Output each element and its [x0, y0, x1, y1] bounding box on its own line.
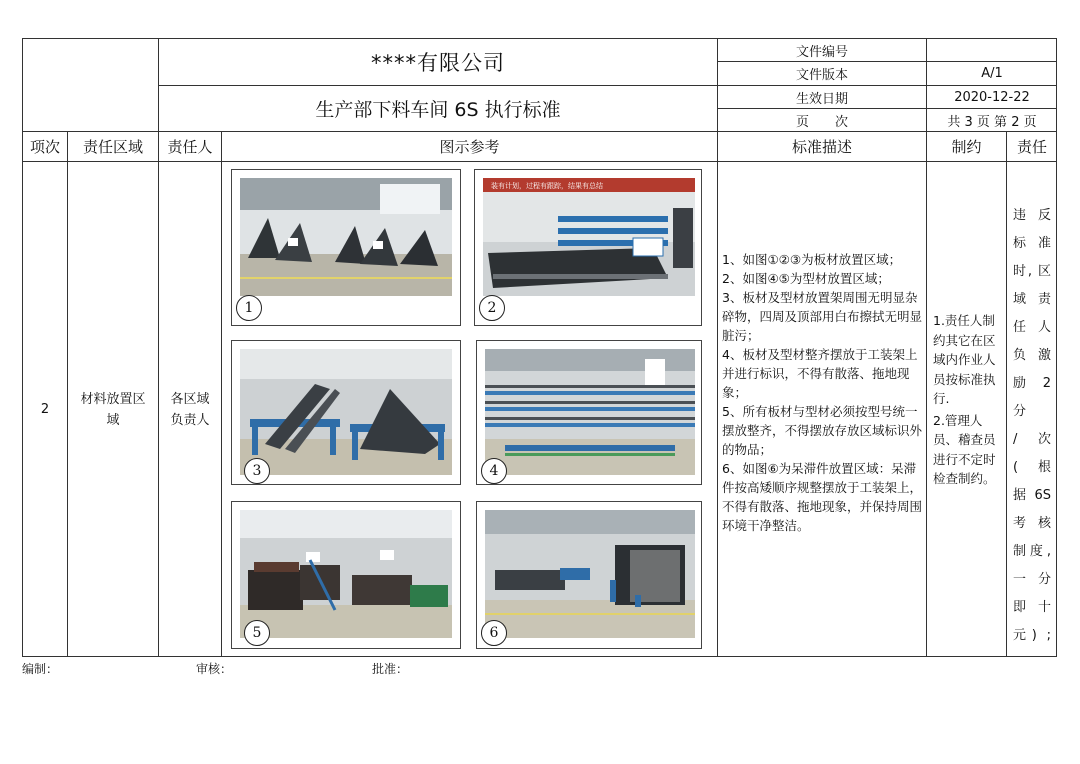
- description-item-3: 3、板材及型材放置架周围无明显杂碎物，四周及顶部用白布擦拭无明显脏污；: [722, 290, 923, 343]
- photo-label-1: 1: [236, 295, 262, 321]
- penalty-line: 域 责: [1013, 292, 1051, 307]
- photo-banner-text: 装有计划，过程有跟踪，结果有总结: [491, 182, 603, 190]
- description-item-6: 6、如图⑥为呆滞件放置区域：呆滞件按高矮顺序规整摆放于工装架上，不得有散落、拖地现象，并保持周围环境干净整洁。: [722, 461, 923, 533]
- plate-rack-photo-1: [240, 178, 452, 296]
- penalty-line: 据 6S: [1013, 488, 1051, 503]
- idle-parts-photo-6: [485, 510, 695, 638]
- meta-value-version: A/1: [927, 62, 1057, 86]
- col-header-area: 责任区域: [68, 132, 159, 162]
- company-name: ****有限公司: [159, 39, 718, 86]
- description-item-4: 4、板材及型材整齐摆放于工装架上并进行标识，不得有散落、拖地现象；: [722, 347, 918, 400]
- penalty-line: 标 准: [1013, 236, 1051, 251]
- profile-rack-photo-3: [240, 349, 452, 475]
- photo-label-3: 3: [244, 458, 270, 484]
- row-area: [68, 162, 159, 657]
- standard-sheet: [22, 38, 1057, 657]
- col-header-owner: 责任人: [159, 132, 222, 162]
- plate-stack-photo-2: [483, 178, 695, 296]
- description-item-1: 1、如图①②③为板材放置区域；: [722, 252, 902, 267]
- meta-value-doc-no: [927, 39, 1057, 62]
- col-header-illustration: 图示参考: [222, 132, 718, 162]
- col-header-index: 项次: [23, 132, 68, 162]
- penalty-line: 时, 区: [1013, 264, 1051, 279]
- photo-label-5: 5: [244, 620, 270, 646]
- penalty-line: 任 人: [1013, 320, 1051, 335]
- photo-label-6: 6: [481, 620, 507, 646]
- penalty-line: / 次: [1013, 432, 1051, 447]
- footer-reviewed: 审核：: [196, 662, 233, 676]
- footer-compiled: 编制：: [22, 662, 59, 676]
- penalty-line: 考 核: [1013, 516, 1051, 531]
- penalty-line: 违 反: [1013, 208, 1051, 223]
- description-item-2: 2、如图④⑤为型材放置区域；: [722, 271, 890, 286]
- document-title: 生产部下料车间 6S 执行标准: [159, 86, 718, 132]
- photo-1: [231, 169, 461, 326]
- col-header-responsibility: 责任: [1007, 132, 1057, 162]
- meta-label-page: 页 次: [718, 109, 927, 132]
- row-area-text: 材料放置区域: [80, 391, 146, 428]
- footer-approved: 批准：: [372, 662, 409, 676]
- description-list: [722, 250, 925, 535]
- photo-3: [231, 340, 461, 485]
- meta-label-date: 生效日期: [718, 86, 927, 109]
- long-profile-rack-photo-4: [485, 349, 695, 475]
- row-owner-text: 各区域负责人: [170, 391, 210, 428]
- penalty-text: [1013, 202, 1051, 650]
- row-owner: [159, 162, 222, 657]
- penalty-line: 负 激: [1013, 348, 1051, 363]
- row-index: 2: [23, 162, 68, 657]
- photo-6: [476, 501, 702, 649]
- penalty-line: 励 2 分: [1013, 376, 1051, 419]
- restriction-item-1: 1.责任人制约其它在区域内作业人员按标准执行.: [933, 313, 996, 406]
- photo-5: [231, 501, 461, 649]
- photo-label-4: 4: [481, 458, 507, 484]
- description-item-5: 5、所有板材与型材必须按型号统一摆放整齐，不得摆放存放区域标识外的物品；: [722, 404, 923, 457]
- penalty-line: 即 十: [1013, 600, 1051, 615]
- meta-value-page: 共 3 页 第 2 页: [927, 109, 1057, 132]
- penalty-line: 一 分: [1013, 572, 1051, 587]
- photo-4: [476, 340, 702, 485]
- photo-label-2: 2: [479, 295, 505, 321]
- col-header-description: 标准描述: [718, 132, 927, 162]
- photo-2: [474, 169, 702, 326]
- penalty-line: 元) ;: [1013, 628, 1051, 643]
- penalty-line: ( 根: [1013, 460, 1051, 475]
- square-tube-photo-5: [240, 510, 452, 638]
- col-header-restriction: 制约: [927, 132, 1007, 162]
- meta-label-version: 文件版本: [718, 62, 927, 86]
- restriction-list: [933, 311, 1003, 489]
- meta-label-doc-no: 文件编号: [718, 39, 927, 62]
- restriction-item-2: 2.管理人员、稽查员进行不定时检查制约。: [933, 412, 996, 486]
- logo-cell: [23, 39, 159, 132]
- penalty-line: 制度,: [1013, 544, 1051, 559]
- meta-value-date: 2020-12-22: [927, 86, 1057, 109]
